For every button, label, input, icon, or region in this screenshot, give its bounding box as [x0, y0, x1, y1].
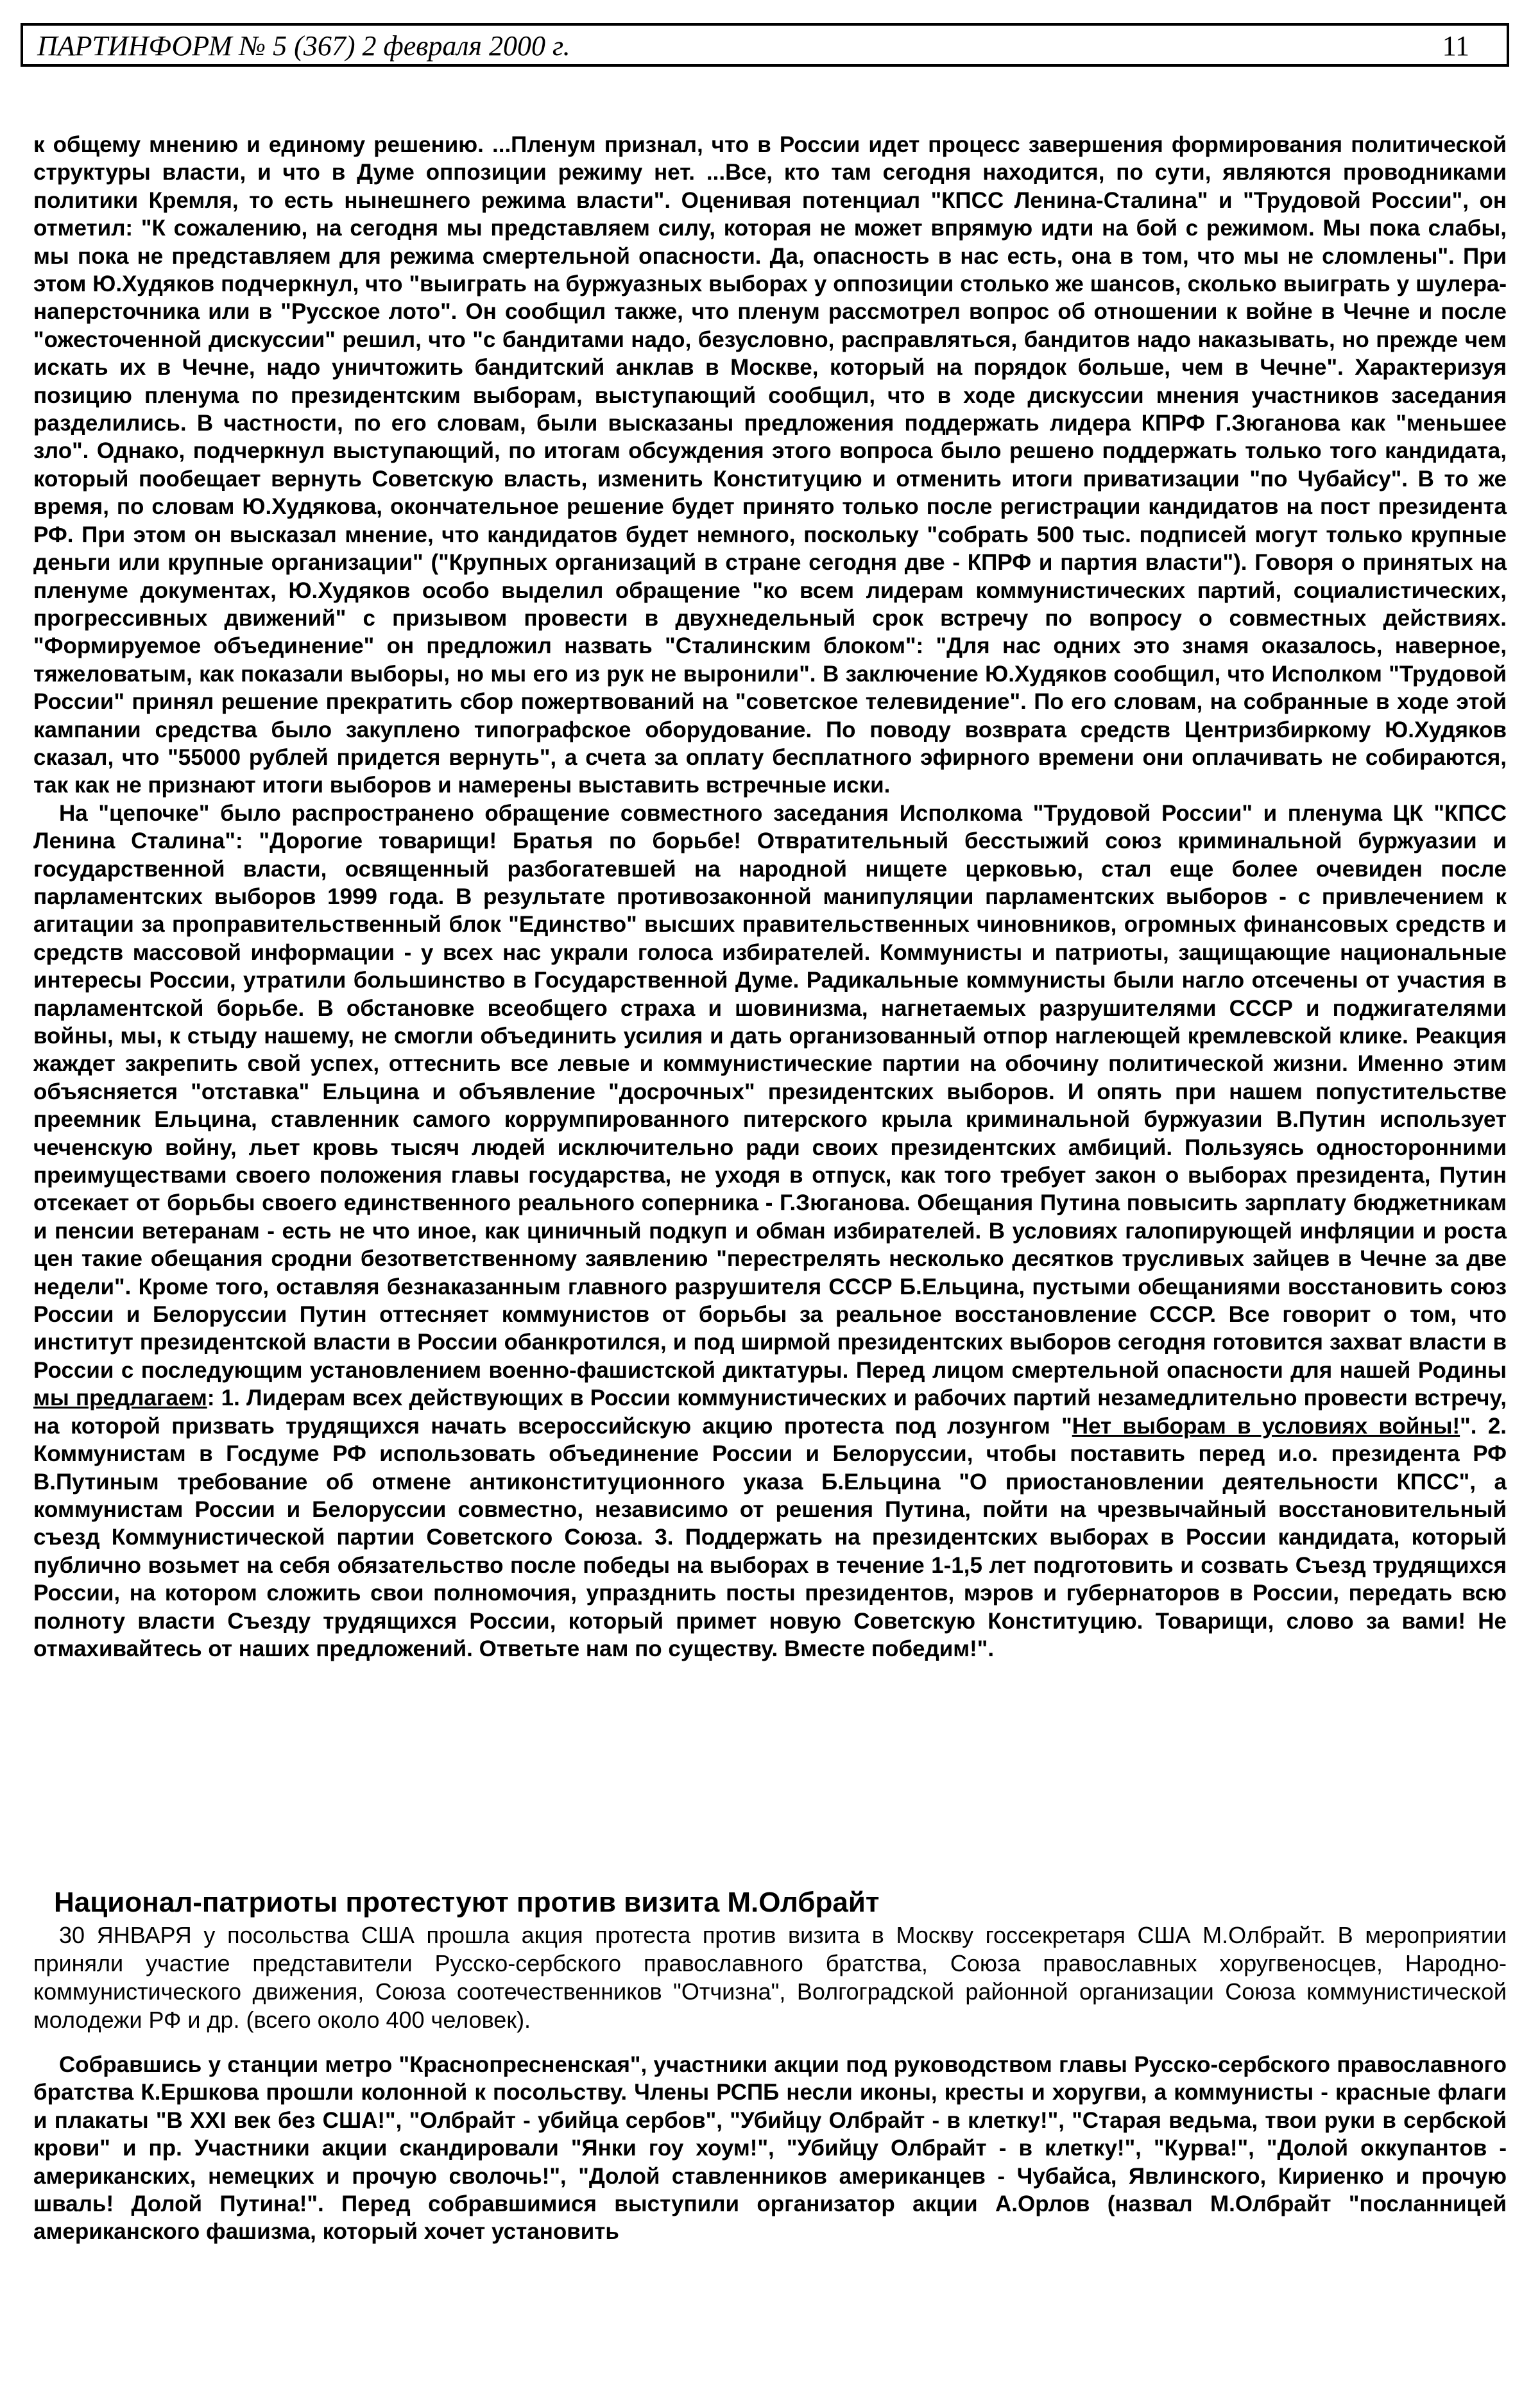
appeal-underlined-we-propose: мы предлагаем	[33, 1385, 207, 1411]
article-lead-paragraph: 30 ЯНВАРЯ у посольства США прошла акция протеста против визита в Москву госсекретаря США М.Олбрайт. В мероприятии приняли участие представители Русско-сербского православного братства, Союза православных хоругвеносцев, Народно-коммунистического движения, Союза соотечественников "Отчизна", Волгоградской районной организации Союза коммунистической молодежи РФ и др. (всего около 400 человек).	[33, 1922, 1507, 2033]
newspaper-issue-title: ПАРТИНФОРМ № 5 (367) 2 февраля 2000 г.	[37, 30, 570, 62]
article-heading: Национал-патриоты протестуют против визита М.Олбрайт	[54, 1887, 880, 1918]
article-paragraph-1: к общему мнению и единому решению. ...Пленум признал, что в России идет процесс завершения формирования политической структуры власти, и что в Думе оппозиции режиму нет. ...Все, кто там сегодня находится, по сути, являются проводниками политики Кремля, то есть нынешнего режима власти". Оценивая потенциал "КПСС Ленина-Сталина" и "Трудовой России", он отметил: "К сожалению, на сегодня мы представляем силу, которая не может впрямую идти на бой с режимом. Мы пока слабы, мы пока не представляем для режима смертельной опасности. Да, опасность в нас есть, она в том, что мы не сломлены". При этом Ю.Худяков подчеркнул, что "выиграть на буржуазных выборах у оппозиции столько же шансов, сколько выиграть у шулера-наперсточника или в "Русское лото". Он сообщил также, что пленум рассмотрел вопрос об отношении к войне в Чечне и после "ожесточенной дискуссии" решил, что "с бандитами надо, безусловно, расправляться, бандитов надо наказывать, но прежде чем искать их в Чечне, надо уничтожить бандитский анклав в Москве, который на порядок больше, чем в Чечне". Характеризуя позицию пленума по президентским выборам, выступающий сообщил, что в ходе дискуссии мнения участников заседания разделились. В частности, по его словам, были высказаны предложения поддержать лидера КПРФ Г.Зюганова как "меньшее зло". Однако, подчеркнул выступающий, по итогам обсуждения этого вопроса было решено поддержать только того кандидата, который пообещает вернуть Советскую власть, изменить Конституцию и отменить итоги приватизации "по Чубайсу". В то же время, по словам Ю.Худякова, окончательное решение будет принято только после регистрации кандидатов на пост президента РФ. При этом он высказал мнение, что кандидатов будет немного, поскольку "собрать 500 тыс. подписей могут только крупные деньги или крупные организации" ("Крупных организаций в стране сегодня две - КПРФ и партия власти"). Говоря о принятых на пленуме документах, Ю.Худяков особо выделил обращение "ко всем лидерам коммунистических партий, социалистических, прогрессивных движений" с призывом провести в двухнедельный срок встречу по вопросу о совместных действиях. "Формируемое объединение" он предложил назвать "Сталинским блоком": "Для нас одних это знамя оказалось, наверное, тяжеловатым, как показали выборы, но мы его из рук не выронили". В заключение Ю.Худяков сообщил, что Исполком "Трудовой России" принял решение прекратить сбор пожертвований на "советское телевидение". По его словам, на собранные в ходе этой кампании средства было закуплено типографское оборудование. По поводу возврата средств Центризбиркому Ю.Худяков сказал, что "55000 рублей придется вернуть", а счета за оплату бесплатного эфирного времени они оплачивать не собираются, так как не признают итоги выборов и намерены выставить встречные иски.	[33, 132, 1507, 798]
article-body	[33, 2051, 1507, 2246]
article-continuation	[33, 131, 1507, 1663]
appeal-text-b: : 1. Лидерам всех действующих в России коммунистических и рабочих партий незамедлительно провести встречу, на которой призвать трудящихся начать всероссийскую акцию протеста под лозунгом "	[33, 1385, 1507, 1439]
article-body-paragraph: Собравшись у станции метро "Краснопресненская", участники акции под руководством главы Русско-сербского православного братства К.Ершкова прошли колонной к посольству. Члены РСПБ несли иконы, кресты и хоругви, а коммунисты - красные флаги и плакаты "В XXI век без США!", "Олбрайт - убийца сербов", "Убийцу Олбрайт - в клетку!", "Старая ведьма, твои руки в сербской крови" и пр. Участники акции скандировали "Янки гоу хоум!", "Убийцу Олбрайт - в клетку!", "Курва!", "Долой оккупантов - американских, немецких и прочую сволочь!", "Долой ставленников американцев - Чубайса, Явлинского, Кириенко и прочую шваль! Долой Путина!". Перед собравшимися выступили организатор акции А.Орлов (назвал М.Олбрайт "посланницей американского фашизма, который хочет установить	[33, 2052, 1507, 2245]
appeal-underlined-slogan: Нет выборам в условиях войны!	[1072, 1413, 1460, 1439]
page-header	[21, 23, 1509, 67]
article-paragraph-2	[33, 800, 1507, 1663]
article-lead	[33, 1921, 1507, 2034]
appeal-text-a: На "цепочке" было распространено обращение совместного заседания Исполкома "Трудовой России" и пленума ЦК "КПСС Ленина Сталина": "Дорогие товарищи! Братья по борьбе! Отвратительный бесстыжий союз криминальной буржуазии и государственной власти, освященный разбогатевшей на народной нищете церковью, стал еще более очевиден после парламентских выборов 1999 года. В результате противозаконной манипуляции парламентских выборов - с привлечением к агитации за проправительственный блок "Единство" высших правительственных чиновников, огромных финансовых средств и средств массовой информации - у всех нас украли голоса избирателей. Коммунисты и патриоты, защищающие национальные интересы России, утратили большинство в Государственной Думе. Радикальные коммунисты были нагло отсечены от участия в парламентской борьбе. В обстановке всеобщего страха и шовинизма, нагнетаемых разрушителями СССР и поджигателями войны, мы, к стыду нашему, не смогли объединить усилия и дать организованный отпор наглеющей кремлевской клике. Реакция жаждет закрепить свой успех, оттеснить все левые и коммунистические партии на обочину политической жизни. Именно этим объясняется "отставка" Ельцина и объявление "досрочных" президентских выборов. И опять при нашем попустительстве преемник Ельцина, ставленник самого коррумпированного питерского крыла криминальной буржуазии В.Путин использует чеченскую войну, льет кровь тысяч людей исключительно ради своих президентских амбиций. Пользуясь односторонними преимуществами своего положения главы государства, не уходя в отпуск, как того требует закон о выборах президента, Путин отсекает от борьбы своего единственного реального соперника - Г.Зюганова. Обещания Путина повысить зарплату бюджетникам и пенсии ветеранам - есть не что иное, как циничный подкуп и обман избирателей. В условиях галопирующей инфляции и роста цен такие обещания сродни безответственному заявлению "перестрелять несколько десятков трусливых зайцев в Чечне за две недели". Кроме того, оставляя безнаказанным главного разрушителя СССР Б.Ельцина, пустыми обещаниями восстановить союз России и Белоруссии Путин оттесняет коммунистов от борьбы за реальное восстановление СССР. Все говорит о том, что институт президентской власти в России обанкротился, и под ширмой президентских выборов сегодня готовится захват власти в России с последующим установлением военно-фашистской диктатуры. Перед лицом смертельной опасности для нашей Родины	[33, 800, 1507, 1383]
appeal-text-c: ". 2. Коммунистам в Госдуме РФ использовать объединение России и Белоруссии, чтобы поставить перед и.о. президента РФ В.Путиным требование об отмене антиконституционного указа Б.Ельцина "О приостановлении деятельности КПСС", а коммунистам России и Белоруссии совместно, независимо от решения Путина, пойти на чрезвычайный восстановительный съезд Коммунистической партии Советского Союза. 3. Поддержать на президентских выборах в России кандидата, который публично возьмет на себя обязательство после победы на выборах в течение 1-1,5 лет подготовить и созвать Съезд трудящихся России, на котором сложить свои полномочия, упразднить посты президентов, мэров и губернаторов в России, передать всю полноту власти Съезду трудящихся России, который примет новую Советскую Конституцию. Товарищи, слово за вами! Не отмахивайтесь от наших предложений. Ответьте нам по существу. Вместе победим!".	[33, 1413, 1507, 1661]
page-number: 11	[1442, 30, 1469, 62]
